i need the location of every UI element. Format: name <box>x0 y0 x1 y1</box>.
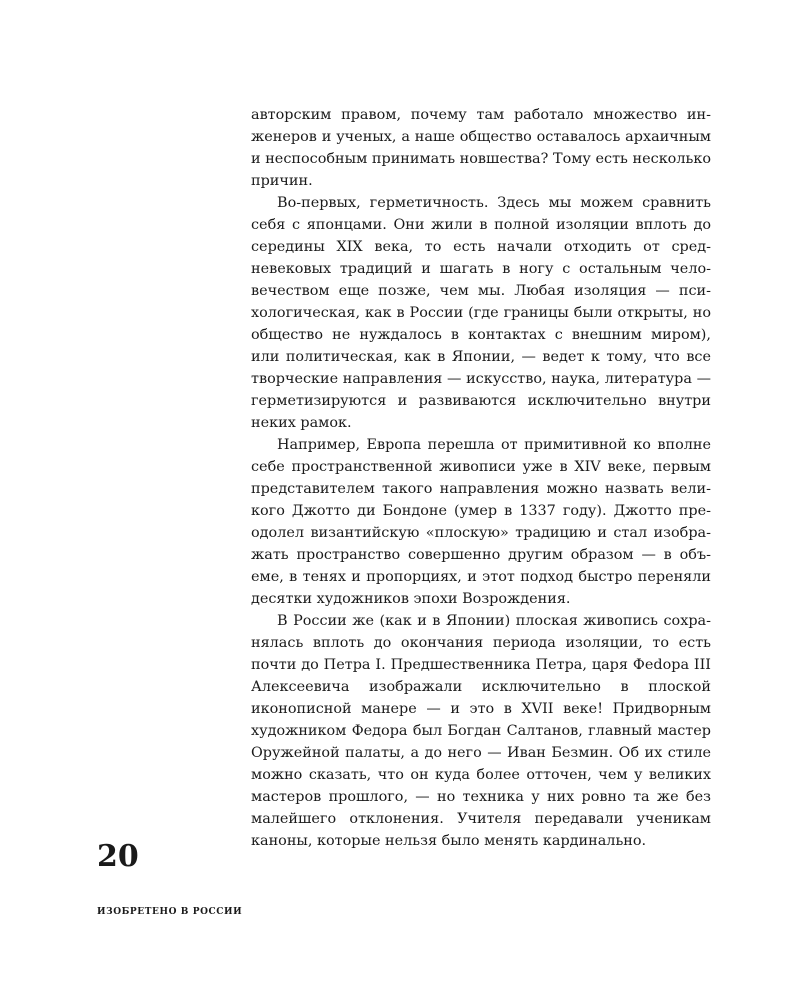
running-footer: ИЗОБРЕТЕНО В РОССИИ <box>97 907 243 917</box>
paragraph: Во-первых, герметичность. Здесь мы можем сравнить себя с японцами. Они жили в полной изоляции вплоть до середины XIX века, то есть начали отходить от средневековых традиций и шагать в ногу с остальным человечеством еще позже, чем мы. Любая изоляция — психологическая, как в России (где границы были открыты, но общество не нуждалось в контактах с внешним миром), или политическая, как в Японии, — ведет к тому, что все творческие направления — искусство, наука, литература — герметизируются и развиваются исключительно внутри неких рамок. <box>251 195 711 431</box>
paragraph: Например, Европа перешла от примитивной ко вполне себе пространственной живописи уже в XIV веке, первым представителем такого направления можно назвать великого Джотто ди Бондоне (умер в 1337 году). Джотто преодолел византийскую «плоскую» традицию и стал изображать пространство совершенно другим образом — в объеме, в тенях и пропорциях, и этот подход быстро переняли десятки художников эпохи Возрождения. <box>251 437 711 607</box>
page-number: 20 <box>97 839 139 874</box>
paragraph-continued: авторским правом, почему там работало множество инженеров и ученых, а наше общество оставалось архаичным и неспособным принимать новшества? Тому есть несколько причин. <box>251 107 711 189</box>
paragraph: В России же (как и в Японии) плоская живопись сохранялась вплоть до окончания периода изоляции, то есть почти до Петра I. Предшественника Петра, царя Феdора III Алексеевича изображали исключительно в плоской иконописной манере — и это в XVII веке! Придворным художником Федора был Богдан Салтанов, главный мастер Оружейной палаты, а до него — Иван Безмин. Об их стиле можно сказать, что он куда более отточен, чем у великих мастеров прошлого, — но техника у них ровно та же без малейшего отклонения. Учителя передавали ученикам каноны, которые нельзя было менять кардинально. <box>251 613 711 849</box>
body-text <box>251 104 711 852</box>
